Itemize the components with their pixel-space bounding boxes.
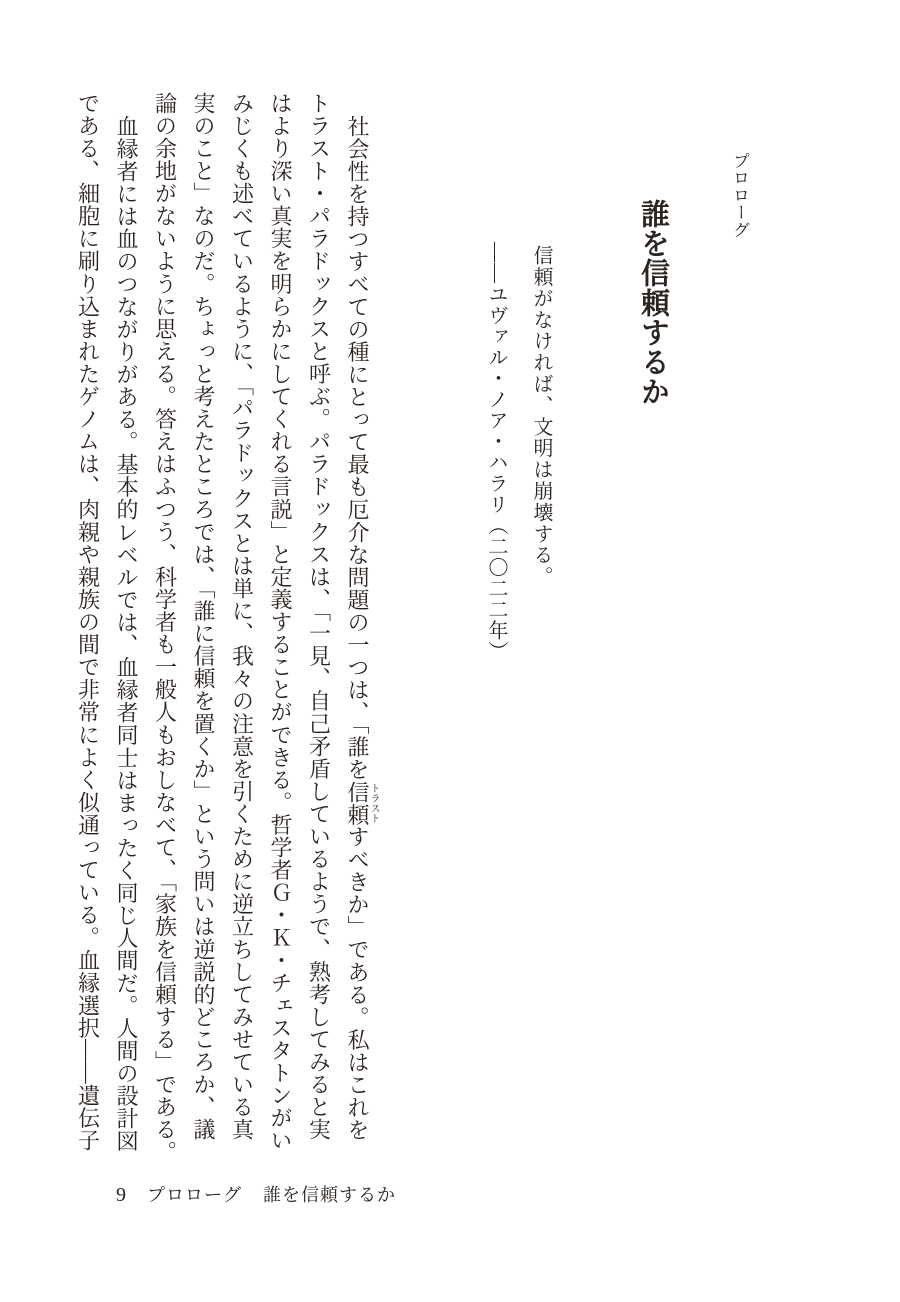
body-column-6: 論の余地がないように思える。答えはふつう、科学者も一般人もおしなべて、「家族を信頼する」である。 — [152, 92, 178, 1164]
ruby-annotation — [345, 780, 379, 826]
body-column-3: はより深い真実を明らかにしてくれる言説」と定義することができる。哲学者Ｇ・Ｋ・チェスタトンがい — [268, 92, 293, 1152]
body-column-1 — [338, 92, 379, 1192]
body-text — [68, 92, 379, 1192]
body-column-8: である、細胞に刷り込まれたゲノムは、肉親や親族の間で非常によく似通っている。血縁選択――遺伝子 — [75, 92, 101, 1152]
ruby-base: 信頼 — [345, 780, 370, 826]
page-footer — [116, 1181, 396, 1207]
body-column-1-pre: 社会性を持つすべての種にとって最も厄介な問題の一つは、「誰を — [345, 115, 370, 781]
body-column-5: 実のこと」なのだ。ちょっと考えたところでは、「誰に信頼を置くか」という問いは逆説的どころか、議 — [191, 92, 216, 1141]
footer-section: プロローグ — [147, 1185, 242, 1205]
body-column-1-post: すべきか」である。私はこれを — [345, 825, 370, 1142]
body-column-2: トラスト・パラドックスと呼ぶ。パラドックスは、「一見、自己矛盾しているようで、熟考してみると実 — [306, 92, 332, 1141]
epigraph-quote: 信頼がなければ、文明は崩壊する。 — [530, 245, 552, 588]
epigraph-attribution: ――ユヴァル・ノア・ハラリ（二〇二二年） — [485, 242, 507, 662]
footer-title: 誰を信頼するか — [263, 1185, 396, 1205]
ruby-text: トラスト — [368, 780, 379, 826]
chapter-header: プロローグ — [730, 152, 749, 238]
page-number: 9 — [116, 1184, 126, 1206]
body-column-4: みじくも述べているように、「パラドックスとは単に、我々の注意を引くために逆立ちしてみせている真 — [229, 92, 255, 1141]
body-column-7: 血縁者には血のつながりがある。基本的レベルでは、血縁者同士はまったく同じ人間だ。人間の設計図 — [114, 115, 139, 1153]
page-title: 誰を信頼するか — [637, 199, 669, 407]
